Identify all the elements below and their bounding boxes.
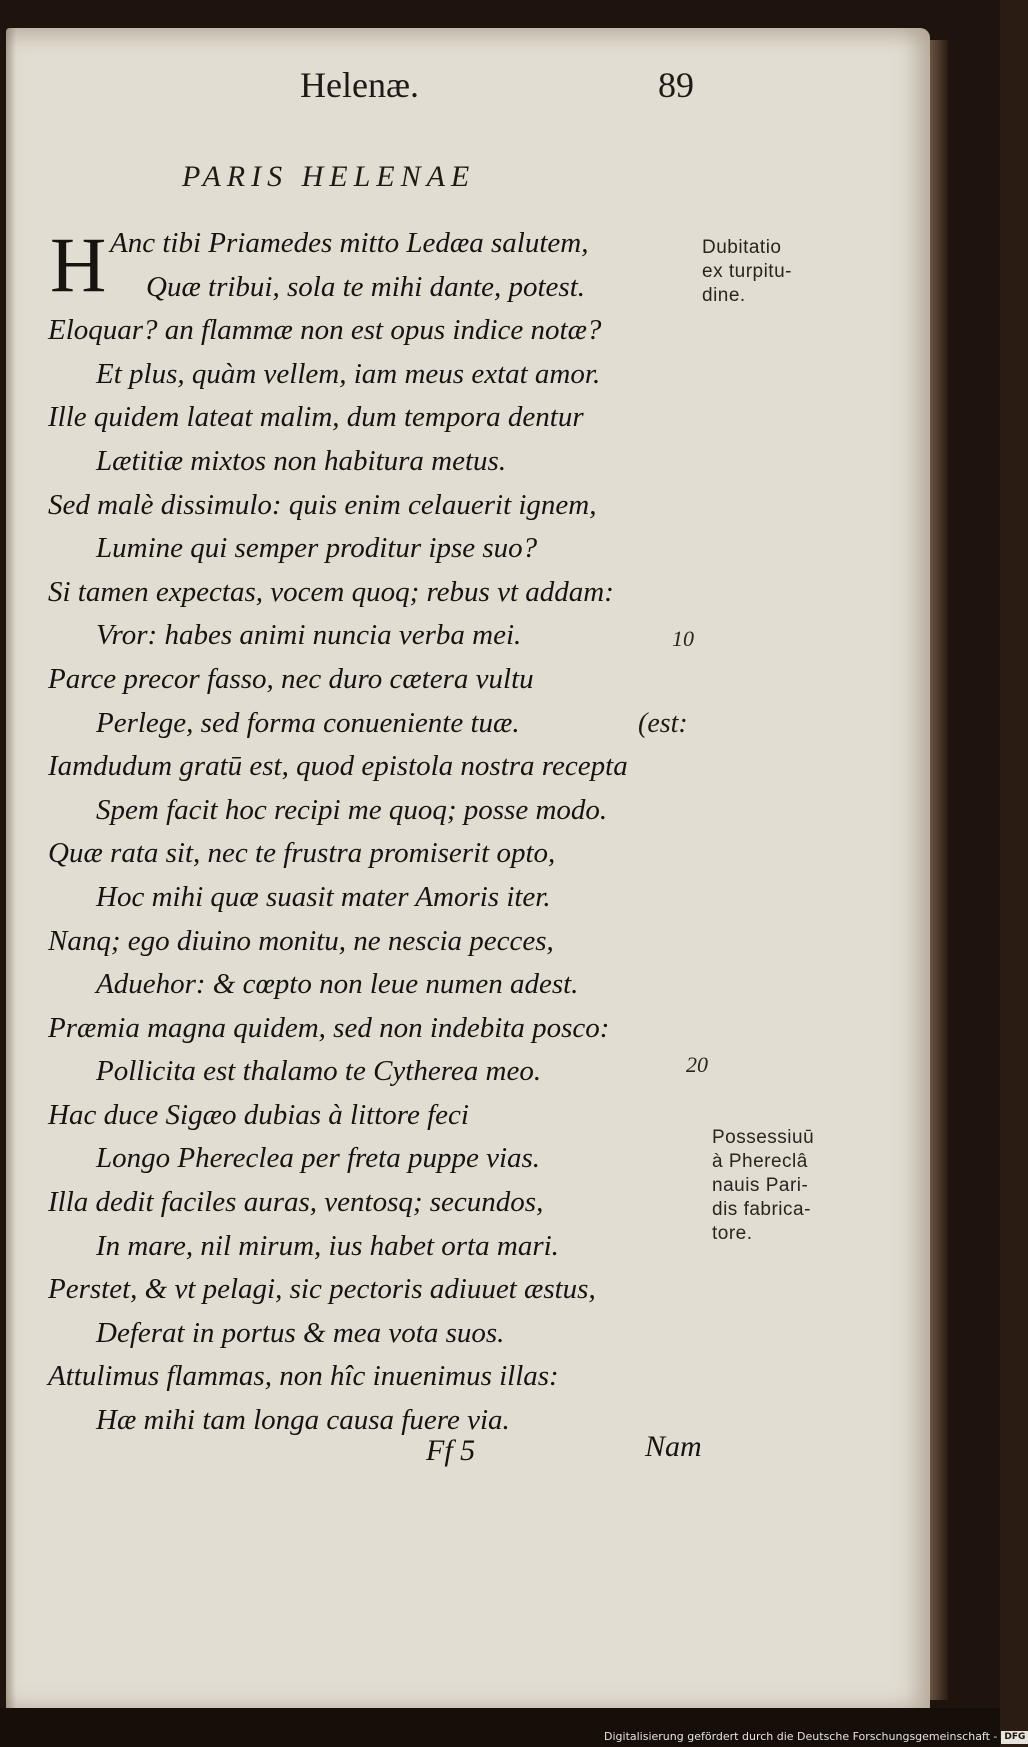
verse-line: Ille quidem lateat malim, dum tempora dentur bbox=[48, 401, 584, 434]
verse-line: Perlege, sed forma conueniente tuæ. bbox=[96, 706, 520, 739]
margin-note-line: tore. bbox=[712, 1223, 753, 1244]
verse-line: Parce precor fasso, nec duro cætera vultu bbox=[48, 662, 534, 695]
credit-text: Digitalisierung gefördert durch die Deutsche Forschungsgemeinschaft - bbox=[604, 1730, 998, 1743]
signature-mark: Ff 5 bbox=[426, 1434, 476, 1467]
verse-line: Lætitiæ mixtos non habitura metus. bbox=[96, 444, 507, 477]
margin-note-line: Possessiuū bbox=[712, 1127, 815, 1148]
verse-line: Sed malè dissimulo: quis enim celauerit ignem, bbox=[48, 488, 597, 521]
verse-line: Lumine qui semper proditur ipse suo? bbox=[96, 532, 538, 565]
catchword: Nam bbox=[645, 1430, 702, 1463]
verse-line: Perstet, & vt pelagi, sic pectoris adiuuet æstus, bbox=[48, 1273, 596, 1306]
verse-line: Hac duce Sigæo dubias à littore feci bbox=[48, 1098, 469, 1131]
page-edge bbox=[930, 40, 948, 1700]
verse-line: Hæ mihi tam longa causa fuere via. bbox=[96, 1404, 510, 1437]
page-number: 89 bbox=[658, 65, 694, 105]
verse-line: Eloquar? an flammæ non est opus indice notæ? bbox=[48, 314, 602, 347]
verse-line: Pollicita est thalamo te Cytherea meo. bbox=[96, 1055, 542, 1088]
verse-line: Deferat in portus & mea vota suos. bbox=[96, 1316, 505, 1349]
verse-line: Hoc mihi quæ suasit mater Amoris iter. bbox=[96, 880, 551, 913]
verse-line: Longo Phereclea per freta puppe vias. bbox=[96, 1142, 541, 1175]
verse-line: In mare, nil mirum, ius habet orta mari. bbox=[96, 1229, 559, 1262]
margin-note-line: dine. bbox=[702, 285, 746, 306]
verse-block bbox=[48, 222, 748, 1443]
digitization-credit bbox=[604, 1728, 1028, 1746]
verse-line: Aduehor: & cœpto non leue numen adest. bbox=[96, 968, 579, 1001]
verse-line: Vror: habes animi nuncia verba mei. bbox=[96, 619, 522, 652]
verse-line: Iamdudum gratū est, quod epistola nostra recepta bbox=[48, 750, 628, 783]
margin-note-line: Dubitatio bbox=[702, 237, 782, 258]
verse-line: Spem facit hoc recipi me quoq; posse modo. bbox=[96, 793, 608, 826]
margin-note-line: ex turpitu- bbox=[702, 261, 792, 282]
running-head bbox=[300, 64, 700, 124]
verse-line: Attulimus flammas, non hîc inuenimus illas: bbox=[48, 1360, 559, 1393]
verse-line: Illa dedit faciles auras, ventosq; secundos, bbox=[48, 1186, 544, 1219]
dfg-logo: DFG bbox=[1001, 1731, 1028, 1744]
drop-cap: H bbox=[50, 221, 107, 308]
verse-line: Si tamen expectas, vocem quoq; rebus vt addam: bbox=[48, 575, 614, 608]
handwritten-mark-20: 20 bbox=[686, 1052, 708, 1077]
handwritten-mark-10: 10 bbox=[672, 626, 694, 651]
verse-line: Quæ tribui, sola te mihi dante, potest. bbox=[146, 270, 586, 303]
verse-line: Et plus, quàm vellem, iam meus extat amor. bbox=[96, 357, 601, 390]
margin-note-possessiuum bbox=[712, 1126, 872, 1246]
margin-note-line: dis fabrica- bbox=[712, 1199, 811, 1220]
section-heading: PARIS HELENAE bbox=[182, 160, 476, 193]
verse-line: Anc tibi Priamedes mitto Ledæa salutem, bbox=[110, 227, 589, 259]
handwritten-est: (est: bbox=[638, 708, 688, 739]
verse-line: Nanq; ego diuino monitu, ne nescia pecces, bbox=[48, 924, 554, 957]
margin-note-line: à Phereclâ bbox=[712, 1151, 808, 1172]
running-head-title: Helenæ. bbox=[300, 65, 419, 105]
margin-note-dubitatio bbox=[702, 236, 862, 308]
verse-line: Præmia magna quidem, sed non indebita posco: bbox=[48, 1011, 610, 1044]
verse-line: Quæ rata sit, nec te frustra promiserit opto, bbox=[48, 837, 556, 870]
margin-note-line: nauis Pari- bbox=[712, 1175, 809, 1196]
